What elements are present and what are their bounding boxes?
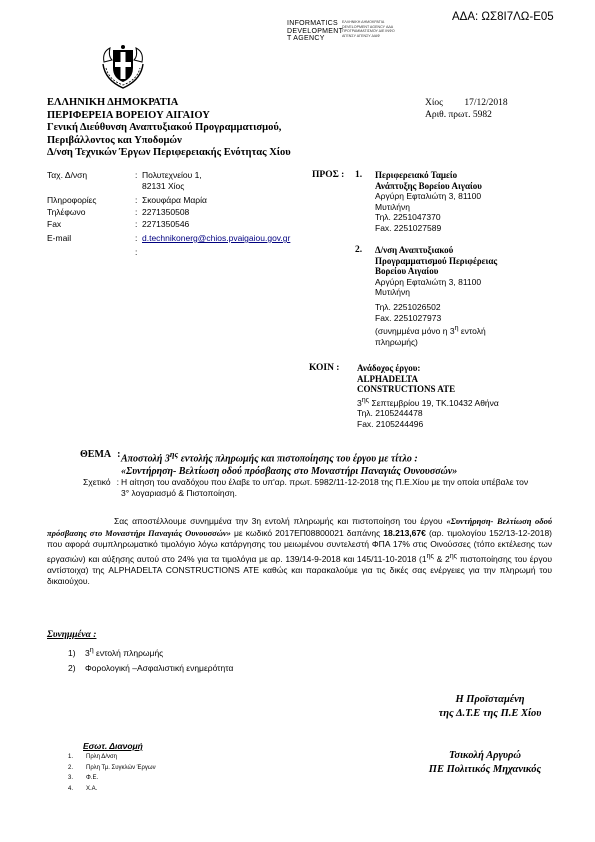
signature-line: Η Προϊσταμένη bbox=[455, 694, 525, 705]
relative-text: Η αίτηση του αναδόχου που έλαβε το υπ'αρ. πρωτ. 5982/11-12-2018 της Π.Ε.Χίου με την οποία υπέβαλε τον 3° λογαριασμό & Πιστοποίηση. bbox=[121, 477, 529, 498]
note-sup: η bbox=[454, 324, 459, 333]
recipient-name: Προγραμματισμού Περιφέρειας bbox=[375, 255, 498, 266]
address-sup: ης bbox=[361, 395, 370, 404]
logo-line: T AGENCY bbox=[287, 35, 325, 42]
note-text: (συνημμένα μόνο η 3 bbox=[375, 325, 455, 336]
colon: : bbox=[135, 195, 138, 205]
address-line2: 82131 Χίος bbox=[142, 181, 185, 191]
address-text: 3 bbox=[357, 397, 362, 408]
date-line bbox=[425, 97, 508, 109]
recipient-1-number: 1. bbox=[355, 170, 363, 180]
recipient-name: Βορείου Αιγαίου bbox=[375, 266, 439, 277]
signature-line: της Δ.Τ.Ε της Π.Ε Χίου bbox=[438, 708, 542, 719]
body-text-part: (αρ. τιμολογίου 152/13-12-2018) που αφορά συμπληρωματικό τιμολόγιο λόγω κατάργησης του μειωμένου συντελεστή ΦΠΑ 17% στις Οινούσσες (τόπο εκτέλεσης των εργασιών) και αύξησης αυτού στο 24% για τα τιμολόγια με αρ. 139/14-9-2018 και 145/11-10-2018 (1 bbox=[47, 527, 553, 564]
recipient-name: Περιφερειακό Ταμείο bbox=[375, 170, 458, 180]
fax-value: 2271350546 bbox=[142, 219, 190, 229]
organization-header bbox=[47, 97, 291, 160]
recipient-name: Ανάπτυξης Βορείου Αιγαίου bbox=[375, 180, 482, 191]
subject-sup: ης bbox=[169, 450, 179, 459]
recipient-address: Αργύρη Εφταλιώτη 3, 81100 bbox=[375, 276, 482, 287]
body-text-part: πιστοποίησης του έργου αντίστοιχα) της ALPHADELTA CONSTRUCTIONS ATE καθώς και παρακαλούμε για τις δικές σας ενέργειες για την πληρωμή του δικαιούχου. bbox=[47, 553, 553, 587]
attachments-heading: Συνημμένα : bbox=[47, 630, 97, 640]
recipient-fax: Fax. 2251027973 bbox=[375, 312, 442, 323]
colon: : bbox=[117, 449, 121, 460]
email-link[interactable]: d.technikonerg@chios.pvaigaiou.gov.gr bbox=[142, 233, 291, 243]
amount: 18.213,67€ bbox=[383, 527, 426, 538]
place-label: Χίος bbox=[425, 98, 443, 108]
item-text: εντολή πληρωμής bbox=[93, 647, 164, 658]
address-label: Ταχ. Δ/νση bbox=[47, 170, 88, 180]
greek-emblem-icon bbox=[100, 42, 146, 90]
list-item bbox=[68, 752, 156, 763]
ada-number: ΑΔΑ: ΩΣ8Ι7ΛΩ-Ε05 bbox=[452, 11, 554, 23]
cc-name: ALPHADELTA bbox=[357, 373, 419, 384]
colon: : bbox=[116, 477, 119, 487]
item-text: Χ.Α. bbox=[86, 785, 98, 792]
recipient-phone: Τηλ. 2251047370 bbox=[375, 212, 441, 223]
item-text: Φορολογική –Ασφαλιστική ενημερότητα bbox=[85, 662, 234, 673]
subject-text-part: εντολής πληρωμής και πιστοποίησης του έργου με τίτλο : bbox=[178, 453, 418, 465]
body-text-part: & 2 bbox=[433, 553, 450, 564]
subject-label-text: ΘΕΜΑ bbox=[80, 449, 112, 460]
cc-recipient bbox=[357, 363, 499, 429]
body-text-part: με κωδικό 2017ΕΠ08800021 δαπάνης bbox=[230, 527, 384, 538]
recipient-note: πληρωμής) bbox=[375, 336, 418, 347]
relative-label-text: Σχετικό bbox=[83, 477, 111, 487]
item-text: Πρλη Δ/νση bbox=[86, 754, 118, 760]
body-sup: ης bbox=[426, 551, 434, 560]
item-text: 3 bbox=[85, 647, 90, 658]
list-item bbox=[68, 773, 156, 784]
body-text-part: Σας αποστέλλουμε συνημμένα την 3η εντολή πληρωμής και πιστοποίηση του έργου bbox=[114, 516, 443, 526]
item-text: Φ.Ε. bbox=[86, 775, 99, 781]
subject-text bbox=[121, 449, 541, 478]
recipient-city: Μυτιλήνη bbox=[375, 287, 410, 298]
body-paragraph bbox=[47, 516, 552, 588]
subject-line bbox=[121, 449, 541, 466]
internal-distribution-heading: Εσωτ. Διανομή bbox=[83, 741, 143, 751]
logo-line: INFORMATICS bbox=[287, 20, 339, 27]
document-date: 17/12/2018 bbox=[464, 98, 508, 108]
project-title: «Συντήρηση- Βελτίωση οδού πρόσβασης στο Μοναστήρι Παναγιάς Ουνουσσών» bbox=[47, 516, 552, 538]
internal-distribution-list bbox=[68, 752, 156, 794]
address-text: Σεπτεμβρίου 19, ΤΚ.10432 Αθήνα bbox=[369, 397, 499, 408]
phone-value: 2271350508 bbox=[142, 207, 190, 217]
cc-fax: Fax. 2105244496 bbox=[357, 418, 424, 429]
item-sup: η bbox=[89, 646, 94, 654]
cc-phone: Τηλ. 2105244478 bbox=[357, 408, 423, 419]
email-label: E-mail bbox=[47, 233, 72, 243]
list-item bbox=[68, 661, 233, 676]
colon: : bbox=[135, 219, 138, 229]
attachments-list bbox=[68, 643, 233, 676]
info-value: Σκουφάρα Μαρία bbox=[142, 195, 207, 205]
subject-text-part: Αποστολή 3 bbox=[121, 453, 170, 465]
logo-line: DEVELOPMENT bbox=[287, 27, 344, 35]
subject-label bbox=[80, 449, 120, 460]
item-number: 1. bbox=[68, 754, 74, 760]
signature-role bbox=[415, 693, 565, 721]
org-line: Δ/νση Τεχνικών Έργων Περιφερειακής Ενότητας Χίου bbox=[47, 147, 291, 158]
recipient-city: Μυτιλήνη bbox=[375, 201, 410, 212]
signature-name bbox=[410, 749, 560, 777]
to-label: ΠΡΟΣ : bbox=[312, 170, 345, 180]
item-number: 1) bbox=[68, 647, 76, 658]
cc-title: Ανάδοχος έργου: bbox=[357, 363, 421, 373]
recipient-address: Αργύρη Εφταλιώτη 3, 81100 bbox=[375, 191, 482, 202]
recipient-name: Δ/νση Αναπτυξιακού bbox=[375, 245, 454, 255]
fax-label: Fax bbox=[47, 219, 62, 229]
address-line1: Πολυτεχνείου 1, bbox=[142, 170, 202, 180]
org-line: Γενική Διεύθυνση Αναπτυξιακού Προγραμματισμού, bbox=[47, 122, 282, 133]
recipient-note bbox=[375, 323, 497, 336]
protocol-number: Αριθ. πρωτ. 5982 bbox=[425, 110, 492, 120]
cc-label: ΚΟΙΝ : bbox=[309, 363, 340, 373]
phone-label: Τηλέφωνο bbox=[47, 207, 86, 217]
info-label: Πληροφορίες bbox=[47, 195, 97, 205]
list-item bbox=[68, 763, 156, 774]
recipient-1 bbox=[375, 170, 482, 234]
signatory-name: Τσικολή Αργυρώ bbox=[448, 750, 522, 761]
colon: : bbox=[135, 247, 138, 257]
org-line: ΕΛΛΗΝΙΚΗ ΔΗΜΟΚΡΑΤΙΑ bbox=[47, 97, 179, 108]
informatics-logo bbox=[287, 20, 343, 43]
item-number: 2. bbox=[68, 764, 74, 771]
cc-address bbox=[357, 395, 499, 408]
item-number: 2) bbox=[68, 662, 76, 673]
cc-name: CONSTRUCTIONS ATE bbox=[357, 384, 456, 395]
recipient-fax: Fax. 2251027589 bbox=[375, 222, 442, 233]
contact-block bbox=[47, 170, 337, 260]
item-text: Πρλη Τμ. Συγκλών Έργων bbox=[86, 764, 156, 771]
item-number: 4. bbox=[68, 785, 74, 792]
colon: : bbox=[135, 170, 138, 180]
list-item bbox=[68, 784, 156, 795]
recipient-2-number: 2. bbox=[355, 245, 363, 255]
subject-line: «Συντήρηση- Βελτίωση οδού πρόσβασης στο Μοναστήρι Παναγιάς Ουνουσσών» bbox=[121, 465, 458, 477]
body-sup: ης bbox=[449, 551, 458, 560]
recipient-phone: Τηλ. 2251026502 bbox=[375, 301, 441, 312]
note-text: εντολή bbox=[458, 325, 486, 336]
logo-small-text: ΕΛΛΗΝΙΚΗ ΔΗΜΟΚΡΑΤΙΑ DEVELOPMENT AGENCY ΑΔΑ ΠΡΟΓΡΑΜΜΑΤΙΣΜΟΥ ΔΙΕ ΙΝΦΟ ΑΓΕΝΣΥ ΑΓΕΝΣΥ ΔΙΑΦ bbox=[342, 20, 395, 38]
org-line: ΠΕΡΙΦΕΡΕΙΑ ΒΟΡΕΙΟΥ ΑΙΓΑΙΟΥ bbox=[47, 109, 210, 121]
colon: : bbox=[135, 207, 138, 217]
date-protocol-block bbox=[425, 97, 508, 121]
recipient-2 bbox=[375, 245, 497, 347]
list-item bbox=[68, 643, 233, 661]
colon: : bbox=[135, 233, 138, 243]
relative-label bbox=[83, 477, 119, 487]
org-line: Περιβάλλοντος και Υποδομών bbox=[47, 134, 182, 146]
item-number: 3. bbox=[68, 775, 74, 781]
signatory-title: ΠΕ Πολιτικός Μηχανικός bbox=[428, 764, 542, 775]
